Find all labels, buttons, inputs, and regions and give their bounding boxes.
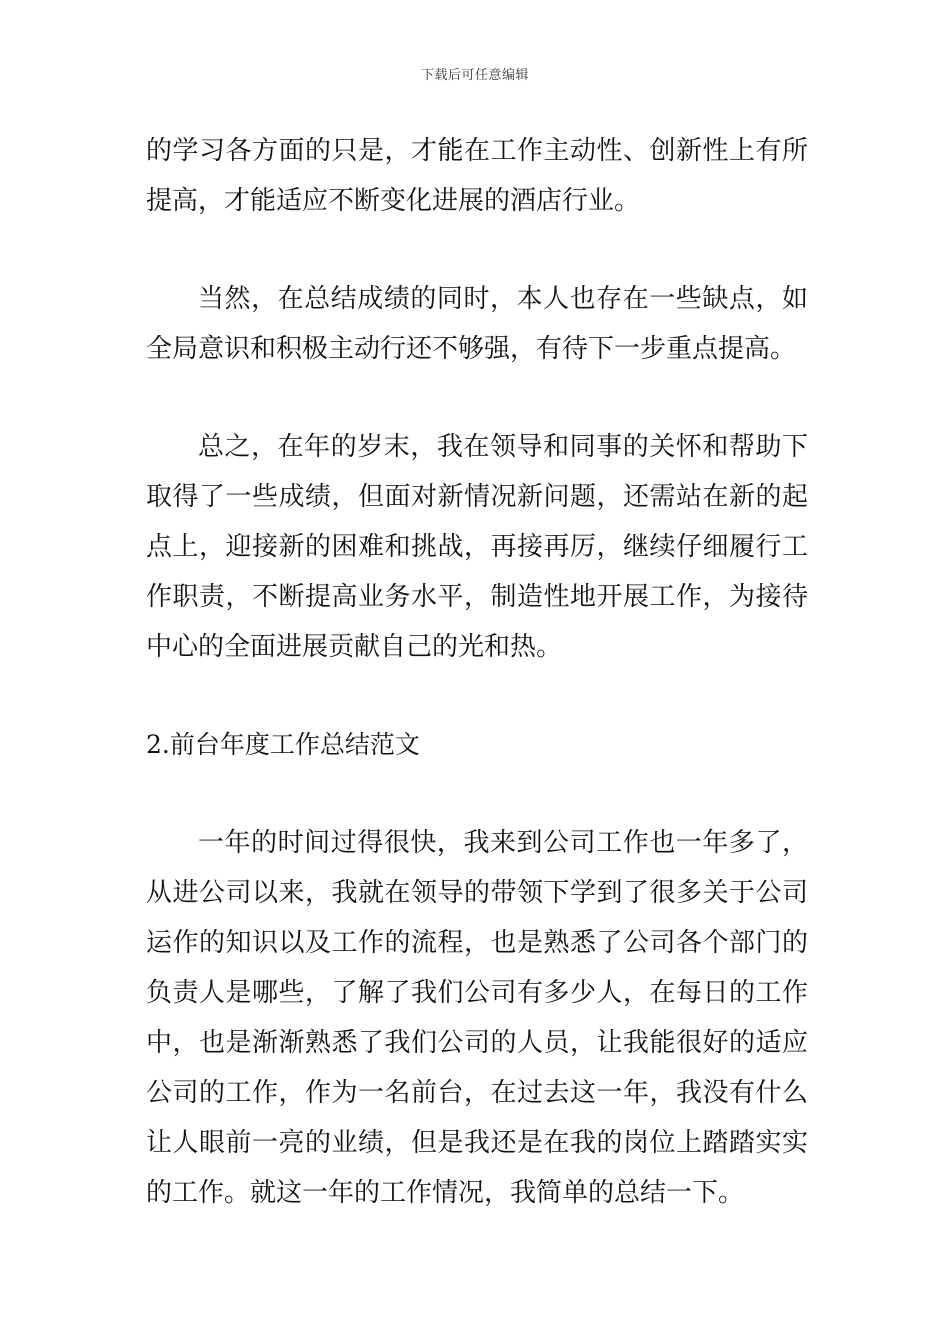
paragraph-continuation: 的学习各方面的只是，才能在工作主动性、创新性上有所提高，才能适应不断变化进展的酒店行业。 <box>146 136 808 216</box>
paragraph-gap <box>146 226 808 274</box>
document-body <box>146 126 808 1218</box>
paragraph-gap <box>146 770 808 818</box>
paragraph-shortcomings: 当然，在总结成绩的同时，本人也存在一些缺点，如全局意识和积极主动行还不够强，有待下一步重点提高。 <box>146 284 808 364</box>
paragraph-section-intro: 一年的时间过得很快，我来到公司工作也一年多了，从进公司以来，我就在领导的带领下学到了很多关于公司运作的知识以及工作的流程，也是熟悉了公司各个部门的负责人是哪些，了解了我们公司有多少人，在每日的工作中，也是渐渐熟悉了我们公司的人员，让我能很好的适应公司的工作，作为一名前台，在过去这一年，我没有什么让人眼前一亮的业绩，但是我还是在我的岗位上踏踏实实的工作。就这一年的工作情况，我简单的总结一下。 <box>146 828 808 1208</box>
paragraph-gap <box>146 374 808 422</box>
paragraph-conclusion: 总之，在年的岁末，我在领导和同事的关怀和帮助下取得了一些成绩，但面对新情况新问题，还需站在新的起点上，迎接新的困难和挑战，再接再厉，继续仔细履行工作职责，不断提高业务水平，制造性地开展工作，为接待中心的全面进展贡献自己的光和热。 <box>146 432 808 662</box>
paragraph-gap <box>146 672 808 720</box>
page-header: 下载后可任意编辑 <box>420 68 529 83</box>
section-heading: 2.前台年度工作总结范文 <box>146 730 420 759</box>
